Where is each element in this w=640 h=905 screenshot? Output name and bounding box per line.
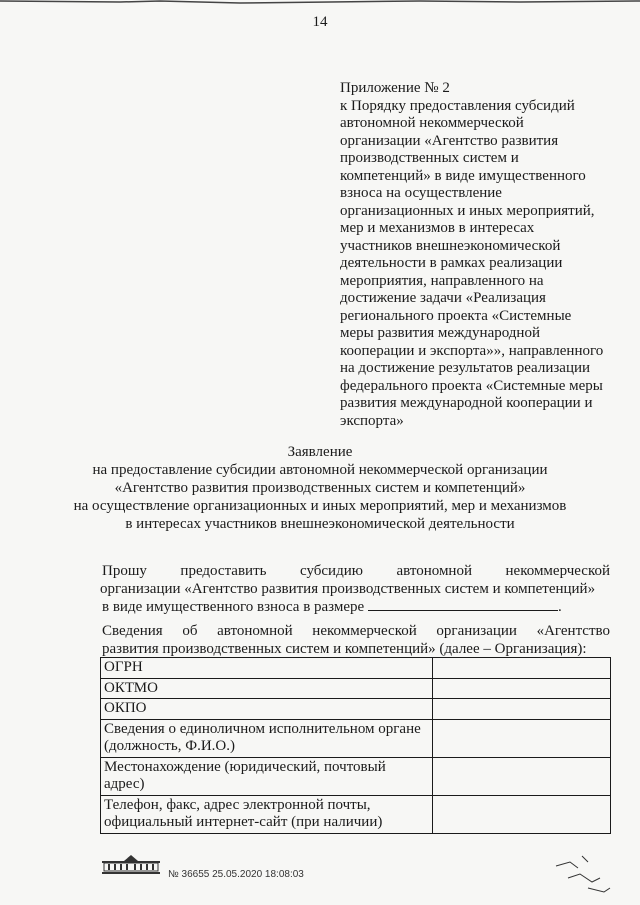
table-cell-value[interactable] [433,757,611,795]
appendix-line: к Порядку предоставления субсидий [340,97,575,114]
heading-line: на предоставление субсидии автономной некоммерческой организации [92,462,548,478]
request-paragraph [102,563,610,617]
table-cell-label: ОКПО [101,699,433,720]
table-cell-label: Местонахождение (юридический, почтовый адрес) [101,757,433,795]
heading-line: в интересах участников внешнеэкономической деятельности [125,516,515,532]
table-cell-value[interactable] [433,658,611,679]
appendix-line: меры развития международной [340,325,540,341]
document-heading [20,443,620,533]
table-cell-label: ОГРН [101,658,433,679]
appendix-line: федерального проекта «Системные меры [340,377,603,394]
appendix-line: организации «Агентство развития [340,132,559,149]
request-amount-suffix: . [557,599,562,615]
amount-blank-field[interactable] [368,598,558,611]
table-cell-value[interactable] [433,699,611,720]
appendix-line: развития международной кооперации и [340,395,593,411]
document-stamp: № 36655 25.05.2020 18:08:03 [168,869,304,880]
table-cell-value[interactable] [433,678,611,699]
table-cell-label: Сведения о единоличном исполнительном органе (должность, Ф.И.О.) [101,719,433,757]
table-row [101,719,611,757]
appendix-line: взноса на осуществление [340,185,502,201]
appendix-line: производственных систем и [340,150,519,166]
appendix-line: достижение задачи «Реализация [340,290,546,306]
organization-details-table [100,657,611,834]
table-cell-label: ОКТМО [101,678,433,699]
appendix-line: автономной некоммерческой [340,115,524,131]
organization-info-intro [102,623,610,658]
page-number: 14 [312,14,328,30]
table-cell-value[interactable] [433,719,611,757]
appendix-line: мер и механизмов в интересах [340,220,535,236]
appendix-line: организационных и иных мероприятий, [340,202,595,219]
table-row [101,658,611,679]
heading-line: на осуществление организационных и иных мероприятий, мер и механизмов [73,498,567,514]
request-amount-line [102,598,610,617]
info-line: Сведения об автономной некоммерческой организации «Агентство [102,623,610,639]
request-line: Прошу предоставить субсидию автономной некоммерческой [102,563,610,579]
appendix-line: на достижение результатов реализации [340,360,591,376]
appendix-line: деятельности в рамках реализации [340,255,563,271]
signature-scribble-icon [548,848,618,898]
table-cell-label: Телефон, факс, адрес электронной почты, официальный интернет-сайт (при наличии) [101,795,433,833]
table-row [101,699,611,720]
table-row [101,678,611,699]
appendix-line: участников внешнеэкономической [340,237,561,254]
table-cell-value[interactable] [433,795,611,833]
appendix-line: экспорта» [340,412,404,429]
table-row [101,795,611,833]
scan-edge-artifact [0,0,640,5]
heading-line: «Агентство развития производственных систем и компетенций» [114,480,526,496]
table-row [101,757,611,795]
appendix-block [340,80,612,430]
government-building-logo-icon [100,853,162,875]
request-line: организации «Агентство развития производственных систем и компетенций» [100,580,596,597]
heading-title: Заявление [287,444,353,460]
request-amount-label: в виде имущественного взноса в размере [102,599,365,615]
info-line: развития производственных систем и компетенций» (далее – Организация): [102,640,587,657]
appendix-line: кооперации и экспорта»», направленного [340,342,604,359]
appendix-line: компетенций» в виде имущественного [340,167,586,184]
appendix-line: мероприятия, направленного на [340,272,544,289]
appendix-line: регионального проекта «Системные [340,307,572,324]
appendix-title: Приложение № 2 [340,80,450,96]
